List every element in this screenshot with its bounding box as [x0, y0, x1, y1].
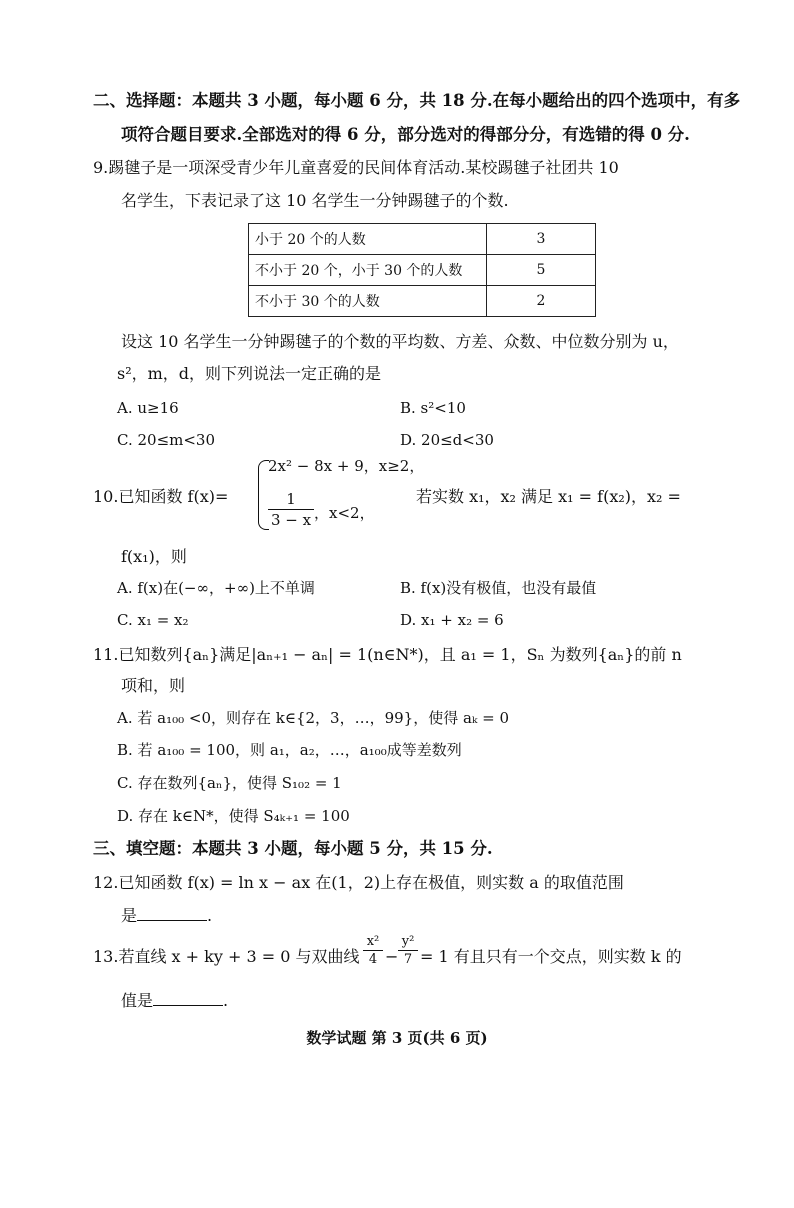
q12-stem-line2 — [121, 905, 212, 927]
q10-option-d: D. x₁ + x₂ = 6 — [400, 611, 504, 629]
table-row — [249, 224, 596, 255]
q9-data-table — [248, 223, 596, 317]
q13-fraction-x-denominator: 4 — [368, 952, 378, 967]
q10-case2-condition: ，x<2， — [314, 504, 375, 522]
table-cell-count: 2 — [487, 286, 596, 317]
q10-option-a: A. f(x)在(−∞，+∞)上不单调 — [117, 579, 315, 597]
q11-option-c: C. 存在数列{aₙ}，使得 S₁₀₂ = 1 — [117, 774, 342, 792]
q13-prefix2: 值是 — [121, 991, 154, 1010]
q9-question-line2: s²，m，d，则下列说法一定正确的是 — [117, 364, 382, 383]
table-cell-label: 不小于 30 个的人数 — [249, 286, 487, 317]
q13-answer-blank[interactable] — [153, 991, 223, 1006]
q10-case2-fraction — [268, 490, 314, 529]
q11-stem-line2: 项和，则 — [121, 676, 186, 695]
q13-prefix: 13.若直线 x + ky + 3 = 0 与双曲线 — [93, 947, 360, 966]
q9-option-d: D. 20≤d<30 — [400, 431, 494, 449]
q9-question-line1: 设这 10 名学生一分钟踢毽子的个数的平均数、方差、众数、中位数分别为 u， — [121, 332, 679, 351]
q9-option-c: C. 20≤m<30 — [117, 431, 216, 449]
q10-option-b: B. f(x)没有极值，也没有最值 — [400, 579, 597, 597]
q12-prefix: 是 — [121, 906, 138, 925]
q13-suffix: = 1 有且只有一个交点，则实数 k 的 — [420, 947, 682, 966]
q13-minus: − — [385, 947, 399, 966]
q13-end: . — [223, 991, 229, 1010]
page-footer: 数学试题 第 3 页(共 6 页) — [306, 1029, 488, 1047]
q13-stem-line2 — [121, 990, 228, 1012]
q10-case1: 2x² − 8x + 9，x≥2， — [268, 457, 425, 475]
table-row — [249, 255, 596, 286]
q13-fraction-y-denominator: 7 — [403, 952, 413, 967]
q10-option-c: C. x₁ = x₂ — [117, 611, 189, 629]
q9-option-a: A. u≥16 — [117, 399, 179, 417]
q11-stem-line1: 11.已知数列{aₙ}满足|aₙ₊₁ − aₙ| = 1(n∈N*)，且 a₁ = 1，Sₙ 为数列{aₙ}的前 n — [93, 645, 682, 664]
q11-option-d: D. 存在 k∈N*，使得 S₄ₖ₊₁ = 100 — [117, 807, 350, 825]
section3-heading: 三、填空题：本题共 3 小题，每小题 5 分，共 15 分. — [93, 839, 493, 858]
q12-answer-blank[interactable] — [137, 906, 207, 921]
table-cell-count: 3 — [487, 224, 596, 255]
q10-case2-denominator: 3 − x — [270, 511, 312, 529]
q12-stem-line1: 12.已知函数 f(x) = ln x − ax 在(1，2)上存在极值，则实数 a 的取值范围 — [93, 873, 624, 892]
q10-condition: 若实数 x₁，x₂ 满足 x₁ = f(x₂)，x₂ = — [416, 487, 681, 506]
q9-option-b: B. s²<10 — [400, 399, 466, 417]
q11-option-a: A. 若 a₁₀₀ <0，则存在 k∈{2，3，…，99}，使得 aₖ = 0 — [117, 709, 510, 727]
q13-fraction-y-numerator: y² — [401, 934, 415, 949]
table-row — [249, 286, 596, 317]
table-cell-label: 不小于 20 个，小于 30 个的人数 — [249, 255, 487, 286]
q13-fraction-x-numerator: x² — [366, 934, 380, 949]
section2-heading-line1: 二、选择题：本题共 3 小题，每小题 6 分，共 18 分.在每小题给出的四个选项中，有多 — [93, 91, 741, 110]
q12-end: . — [207, 906, 213, 925]
q11-option-b: B. 若 a₁₀₀ = 100，则 a₁，a₂，…，a₁₀₀成等差数列 — [117, 741, 462, 759]
q13-fraction-y — [398, 934, 418, 967]
table-cell-label: 小于 20 个的人数 — [249, 224, 487, 255]
q13-fraction-x — [363, 934, 383, 967]
q9-stem-line2: 名学生，下表记录了这 10 名学生一分钟踢毽子的个数. — [121, 191, 509, 210]
q10-case2-numerator: 1 — [286, 490, 296, 508]
q10-line2: f(x₁)，则 — [121, 547, 187, 566]
q9-stem-line1: 9.踢毽子是一项深受青少年儿童喜爱的民间体育活动.某校踢毽子社团共 10 — [93, 158, 619, 177]
section2-heading-line2: 项符合题目要求.全部选对的得 6 分，部分选对的得部分分，有选错的得 0 分. — [121, 125, 690, 144]
table-cell-count: 5 — [487, 255, 596, 286]
q10-prefix: 10.已知函数 f(x)= — [93, 487, 229, 506]
